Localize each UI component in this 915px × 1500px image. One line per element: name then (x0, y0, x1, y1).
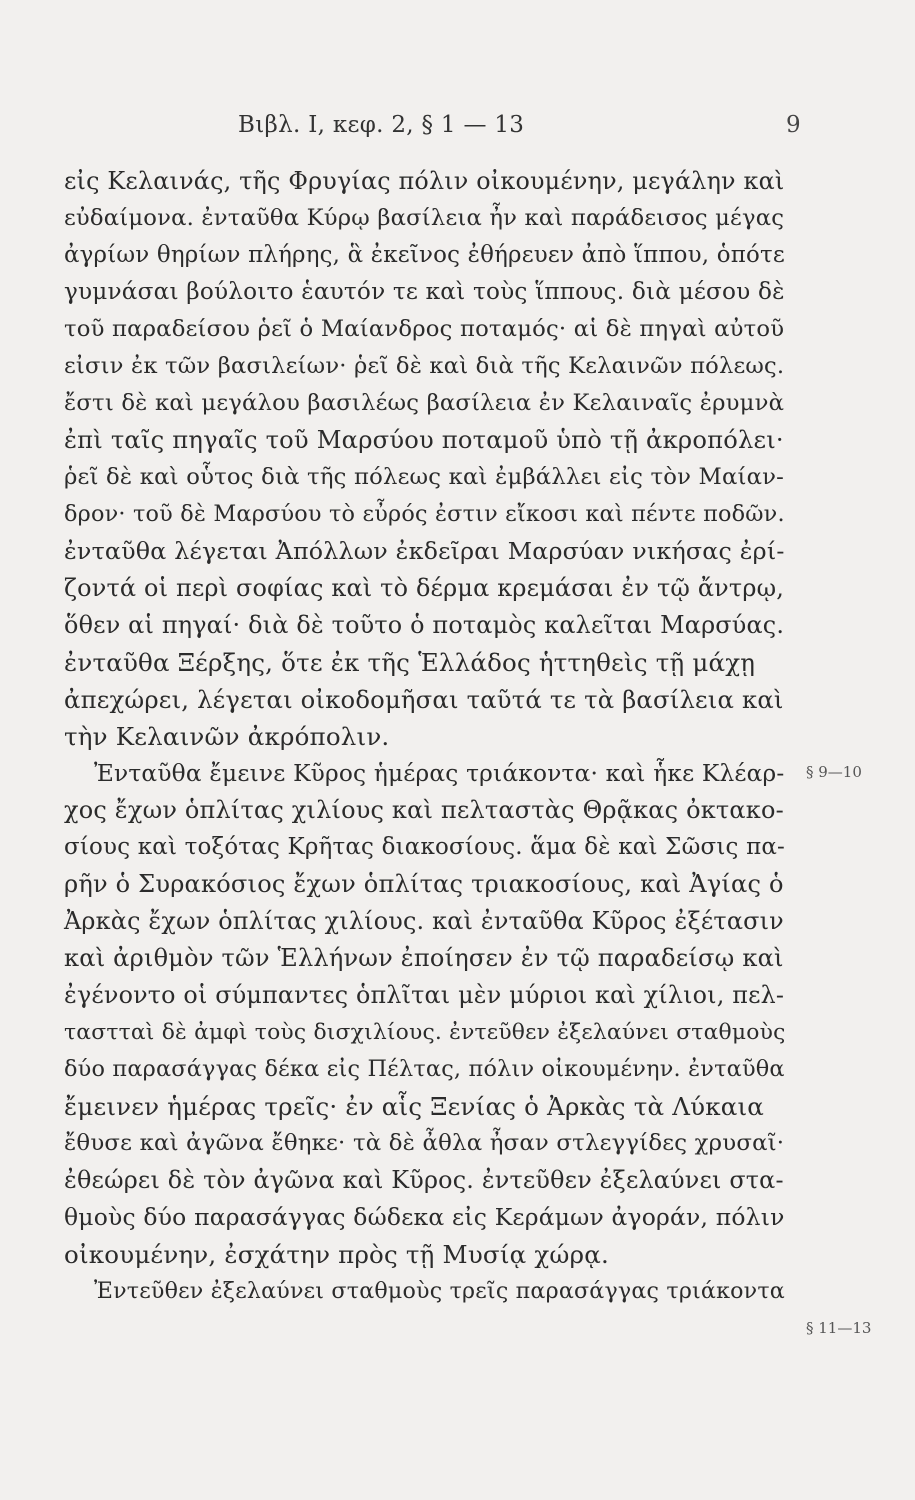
text-line: Ἀρκὰς ἔχων ὁπλίτας χιλίους. καὶ ἐνταῦθα Κῦρος ἐξέτασιν (64, 907, 784, 935)
paragraph-start-line: Ἐντεῦθεν ἐξελαύνει σταθμοὺς τρεῖς παρασάγγας τριάκοντα (94, 1278, 785, 1304)
text-line: ἐθεώρει δὲ τὸν ἀγῶνα καὶ Κῦρος. ἐντεῦθεν ἐξελαύνει στα- (64, 1166, 784, 1194)
text-line: τὴν Κελαινῶν ἀκρόπολιν. (64, 722, 390, 751)
text-line: δρον· τοῦ δὲ Μαρσύου τὸ εὖρός ἐστιν εἴκοσι καὶ πέντε ποδῶν. (64, 501, 785, 527)
text-line: ἔστι δὲ καὶ μεγάλου βασιλέως βασίλεια ἐν Κελαιναῖς ἐρυμνὰ (64, 390, 785, 416)
text-line: ἐγένοντο οἱ σύμπαντες ὁπλῖται μὲν μύριοι καὶ χίλιοι, πελ- (64, 981, 785, 1009)
text-line: ἀπεχώρει, λέγεται οἰκοδομῆσαι ταῦτά τε τὰ βασίλεια καὶ (64, 685, 784, 714)
running-head-title: Βιβλ. Ι, κεφ. 2, § 1 — 13 (238, 112, 525, 138)
text-line: σίους καὶ τοξότας Κρῆτας διακοσίους. ἅμα δὲ καὶ Σῶσις πα- (64, 834, 785, 860)
body-text (64, 163, 784, 1310)
margin-note-section: § 11—13 (806, 1319, 872, 1337)
text-line: χος ἔχων ὁπλίτας χιλίους καὶ πελταστὰς Θρᾷκας ὀκτακο- (64, 796, 784, 824)
page-number: 9 (786, 112, 801, 138)
text-line: δύο παρασάγγας δέκα εἰς Πέλτας, πόλιν οἰκουμένην. ἐνταῦθα (64, 1056, 785, 1082)
text-line: εὐδαίμονα. ἐνταῦθα Κύρῳ βασίλεια ἦν καὶ παράδεισος μέγας (64, 205, 785, 231)
text-line: ἐπὶ ταῖς πηγαῖς τοῦ Μαρσύου ποταμοῦ ὑπὸ τῇ ἀκροπόλει· (64, 426, 784, 454)
text-line: γυμνάσαι βούλοιτο ἑαυτόν τε καὶ τοὺς ἵππους. διὰ μέσου δὲ (64, 279, 785, 305)
margin-note-section: § 9—10 (806, 763, 862, 781)
text-line: ζοντά οἱ περὶ σοφίας καὶ τὸ δέρμα κρεμάσαι ἐν τῷ ἄντρῳ, (64, 574, 785, 602)
text-line: ταστταὶ δὲ ἀμφὶ τοὺς δισχιλίους. ἐντεῦθεν ἐξελαύνει σταθμοὺς (64, 1020, 786, 1045)
text-line: ἀγρίων θηρίων πλήρης, ἃ ἐκεῖνος ἐθήρευεν ἀπὸ ἵππου, ὁπότε (64, 242, 785, 268)
text-line: τοῦ παραδείσου ῥεῖ ὁ Μαίανδρος ποταμός· αἱ δὲ πηγαὶ αὐτοῦ (64, 316, 785, 342)
text-line: ρῆν ὁ Συρακόσιος ἔχων ὁπλίτας τριακοσίους, καὶ Ἀγίας ὁ (64, 870, 784, 898)
text-line: καὶ ἀριθμὸν τῶν Ἑλλήνων ἐποίησεν ἐν τῷ παραδείσῳ καὶ (64, 944, 784, 972)
text-line: ὅθεν αἱ πηγαί· διὰ δὲ τοῦτο ὁ ποταμὸς καλεῖται Μαρσύας. (64, 611, 785, 639)
text-line: ἐνταῦθα λέγεται Ἀπόλλων ἐκδεῖραι Μαρσύαν νικήσας ἐρί- (64, 537, 785, 565)
paragraph-start-line: Ἐνταῦθα ἔμεινε Κῦρος ἡμέρας τριάκοντα· καὶ ἧκε Κλέαρ- (94, 760, 785, 787)
text-line: ἔμεινεν ἡμέρας τρεῖς· ἐν αἷς Ξενίας ὁ Ἀρκὰς τὰ Λύκαια (64, 1092, 764, 1121)
running-head (0, 112, 915, 144)
text-line: εἰσιν ἐκ τῶν βασιλείων· ῥεῖ δὲ καὶ διὰ τῆς Κελαινῶν πόλεως. (64, 353, 785, 379)
text-line: ἐνταῦθα Ξέρξης, ὅτε ἐκ τῆς Ἑλλάδος ἡττηθεὶς τῇ μάχῃ (64, 648, 756, 677)
text-line: εἰς Κελαινάς, τῆς Φρυγίας πόλιν οἰκουμένην, μεγάλην καὶ (64, 167, 785, 195)
text-line: ἔθυσε καὶ ἀγῶνα ἔθηκε· τὰ δὲ ἆθλα ἦσαν στλεγγίδες χρυσαῖ· (64, 1130, 785, 1156)
text-line: ῥεῖ δὲ καὶ οὗτος διὰ τῆς πόλεως καὶ ἐμβάλλει εἰς τὸν Μαίαν- (64, 464, 785, 490)
text-line: θμοὺς δύο παρασάγγας δώδεκα εἰς Κεράμων ἀγοράν, πόλιν (64, 1203, 785, 1231)
text-line: οἰκουμένην, ἐσχάτην πρὸς τῇ Μυσίᾳ χώρᾳ. (64, 1240, 609, 1269)
